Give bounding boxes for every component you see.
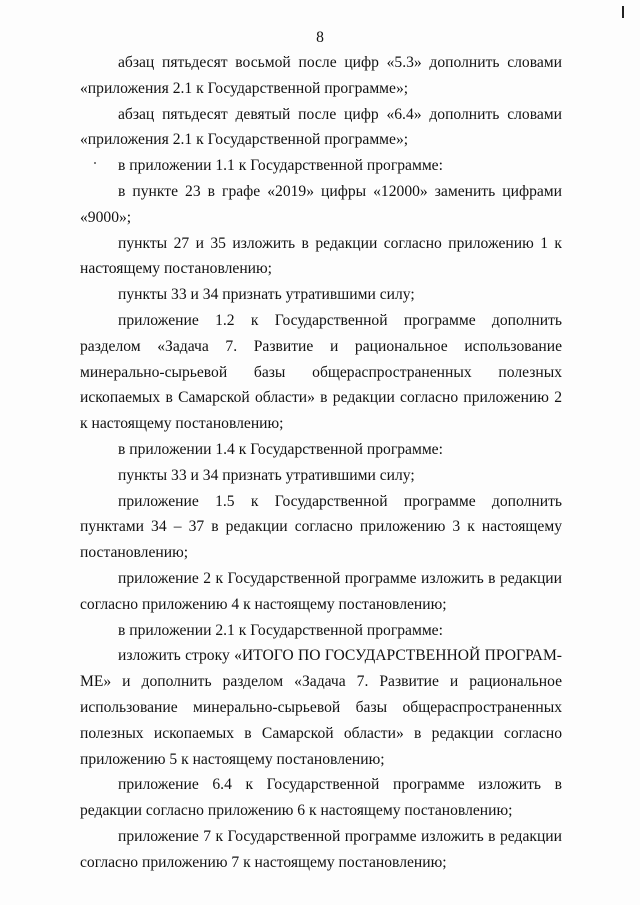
paragraph-2: абзац пятьдесят девятый после цифр «6.4» дополнить словами «приложения 2.1 к Государственной программе»; <box>80 105 562 149</box>
paragraph-4: в пункте 23 в графе «2019» цифры «12000» заменить цифрами «9000»; <box>80 182 562 226</box>
page-number: 8 <box>316 29 324 46</box>
paragraph-3: в приложении 1.1 к Государственной программе: <box>118 157 443 175</box>
scan-artifact-mark <box>622 6 624 18</box>
document-body <box>80 50 562 876</box>
paragraph-5: пункты 27 и 35 изложить в редакции согласно приложению 1 к настоящему постановлению; <box>80 234 562 278</box>
paragraph-1: абзац пятьдесят восьмой после цифр «5.3» дополнить словами «приложения 2.1 к Государственной программе»; <box>80 54 562 97</box>
paragraph-8: в приложении 1.4 к Государственной программе: <box>118 440 443 458</box>
paragraph-10: приложение 1.5 к Государственной программе дополнить пунктами 34 – 37 в редакции согласно приложению 3 к настоящему постановлению; <box>80 492 562 562</box>
paragraph-7: приложение 1.2 к Государственной программе дополнить разделом «Задача 7. Развитие и рациональное использование минерально-сырьевой базы общераспространенных полезных ископаемых в Самарской области» в редакции согласно приложению 2 к настоящему постановлению; <box>80 311 562 433</box>
paragraph-14: приложение 6.4 к Государственной программе изложить в редакции согласно приложению 6 к настоящему постановлению; <box>80 776 562 820</box>
paragraph-13: изложить строку «ИТОГО ПО ГОСУДАРСТВЕННОЙ ПРОГРАМ-МЕ» и дополнить разделом «Задача 7. Развитие и рациональное использование минерально-сырьевой базы общераспространенных полезных ископаемых в Самарской области» в редакции согласно приложению 5 к настоящему постановлению; <box>80 647 562 768</box>
paragraph-6: пункты 33 и 34 признать утратившими силу; <box>118 286 415 304</box>
paragraph-12: в приложении 2.1 к Государственной программе: <box>118 621 443 639</box>
paragraph-9: пункты 33 и 34 признать утратившими силу; <box>118 466 415 484</box>
paragraph-11: приложение 2 к Государственной программе изложить в редакции согласно приложению 4 к настоящему постановлению; <box>80 569 562 613</box>
paragraph-15: приложение 7 к Государственной программе изложить в редакции согласно приложению 7 к настоящему постановлению; <box>80 827 562 871</box>
